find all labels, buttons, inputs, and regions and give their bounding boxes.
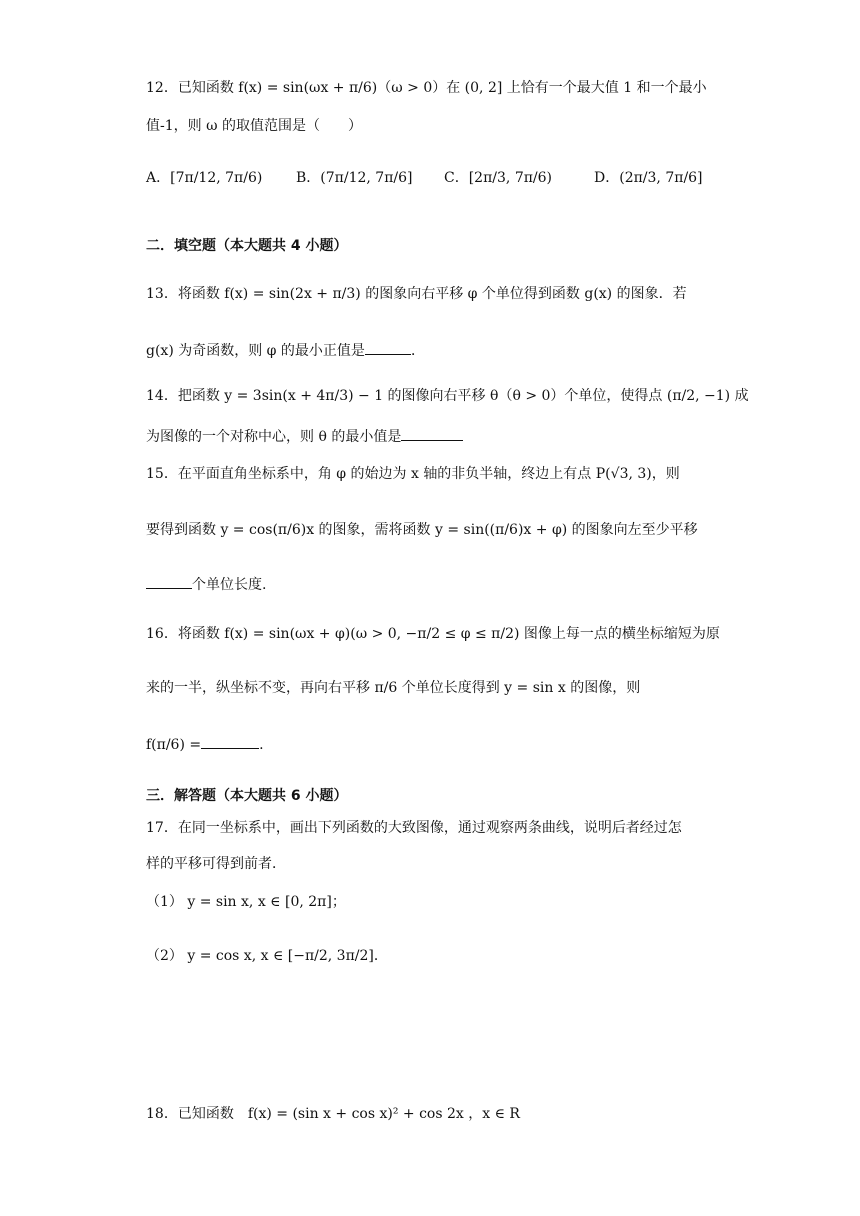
q15-line-1: 15．在平面直角坐标系中，角 φ 的始边为 x 轴的非负半轴，终边上有点 P(√3, 3)，则 [146,466,680,482]
q13-text: g(x) 为奇函数，则 φ 的最小正值是 [146,343,365,359]
q16-end: . [259,737,264,753]
answer-blank[interactable] [146,574,192,589]
choice-label: A． [146,170,171,186]
q13-end: ． [410,343,425,359]
answer-blank[interactable] [401,426,463,441]
q16-line-3 [146,734,264,755]
q16-line-2: 来的一半，纵坐标不变，再向右平移 π/6 个单位长度得到 y = sin x 的图像，则 [146,680,641,696]
q15-line-2: 要得到函数 y = cos(π/6)x 的图象，需将函数 y = sin((π/6)x + φ) 的图象向左至少平移 [146,522,698,538]
choice-label: C． [444,170,469,186]
q15-line-3 [146,574,266,595]
q14-line-1: 14．把函数 y = 3sin(x + 4π/3) − 1 的图像向右平移 θ（θ > 0）个单位，使得点 (π/2, −1) 成 [146,388,749,404]
answer-blank[interactable] [201,734,259,749]
q14-line-2 [146,426,463,447]
choice-value: [7π/12, 7π/6) [170,170,263,186]
q17-line-2: 样的平移可得到前者． [146,856,286,872]
q12-line-1: 12．已知函数 f(x) = sin(ωx + π/6)（ω > 0）在 (0, 2] 上恰有一个最大值 1 和一个最小 [146,80,707,96]
q17-line-1: 17．在同一坐标系中，画出下列函数的大致图像，通过观察两条曲线，说明后者经过怎 [146,820,682,836]
choice-value: (2π/3, 7π/6] [619,170,703,186]
q12-choice-c [444,168,552,188]
q12-choice-d [594,168,703,188]
q12-choice-a [146,168,262,188]
choice-value: (7π/12, 7π/6] [320,170,413,186]
section-fill-in-title: 二．填空题（本大题共 4 小题） [146,238,348,254]
q17-item-1: （1） y = sin x, x ∈ [0, 2π]； [146,894,346,910]
choice-label: D． [594,170,620,186]
q15-text: 个单位长度. [192,577,267,593]
q18-line-1: 18．已知函数 f(x) = (sin x + cos x)² + cos 2x ，x ∈ R [146,1106,520,1122]
q17-item-2: （2） y = cos x, x ∈ [−π/2, 3π/2]． [146,948,388,964]
section-solution-title: 三．解答题（本大题共 6 小题） [146,788,348,804]
q16-line-1: 16．将函数 f(x) = sin(ωx + φ)(ω > 0, −π/2 ≤ φ ≤ π/2) 图像上每一点的横坐标缩短为原 [146,626,720,642]
q12-choice-b [296,168,413,188]
q16-text: f(π/6) = [146,737,202,753]
choice-value: [2π/3, 7π/6) [468,170,553,186]
choice-label: B． [296,170,321,186]
answer-blank[interactable] [365,340,411,355]
q12-line-2: 值-1，则 ω 的取值范围是（ ） [146,118,362,134]
q13-line-2 [146,340,425,361]
q13-line-1: 13．将函数 f(x) = sin(2x + π/3) 的图象向右平移 φ 个单位得到函数 g(x) 的图象．若 [146,286,687,302]
q14-text: 为图像的一个对称中心，则 θ 的最小值是 [146,429,402,445]
